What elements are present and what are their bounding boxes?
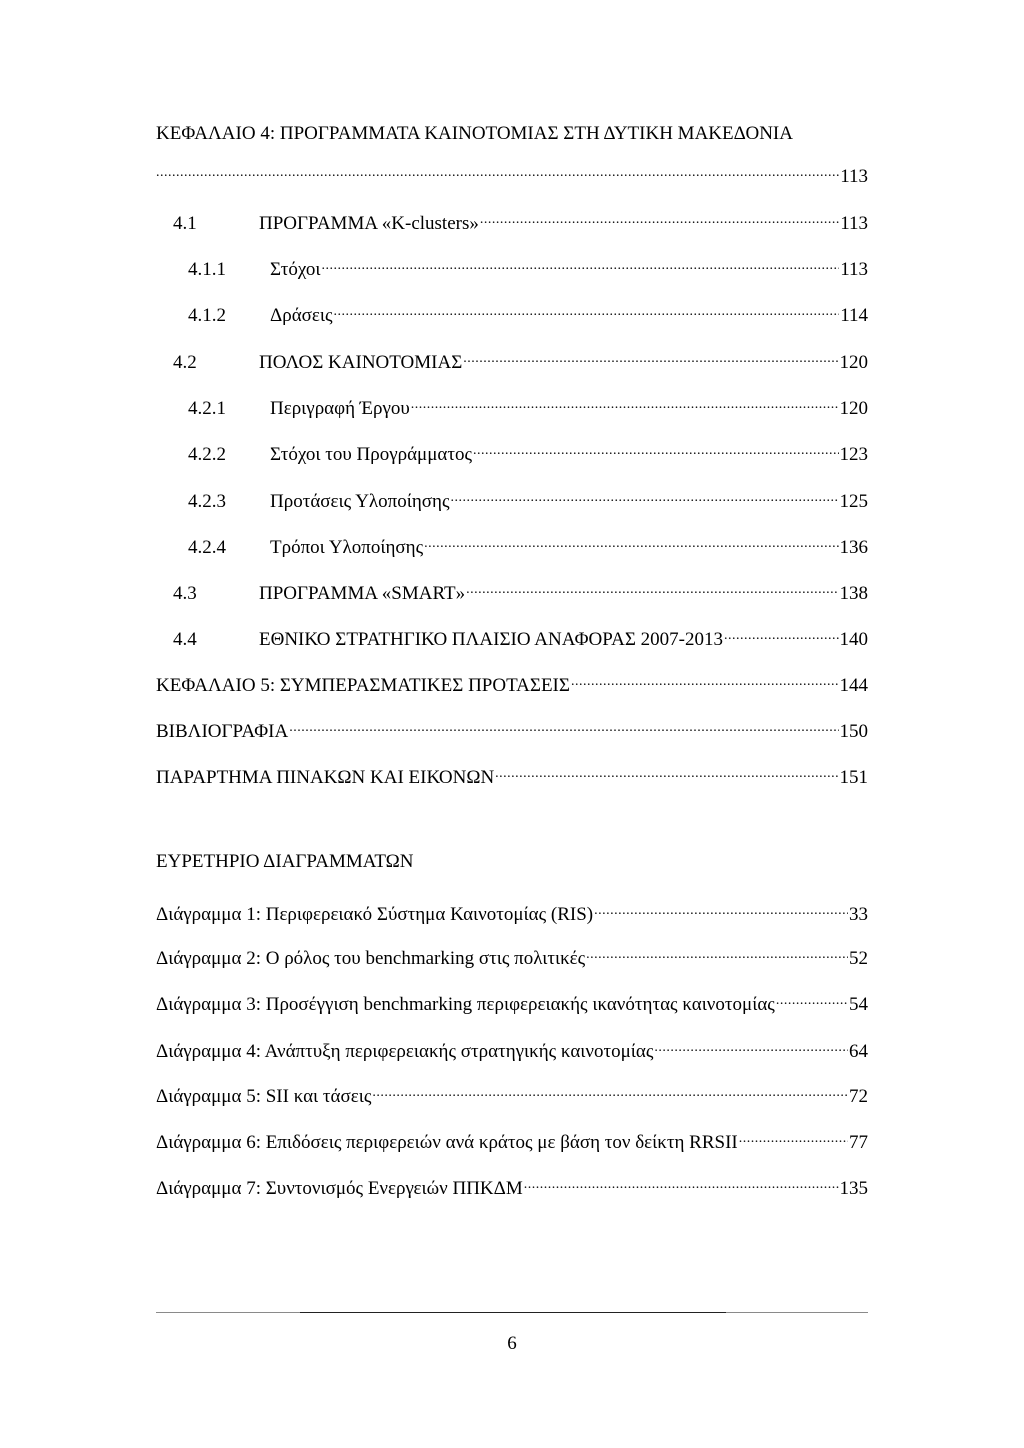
- toc-entry-number: 4.4: [173, 629, 197, 650]
- toc-entry-number: 4.2.4: [188, 537, 226, 558]
- toc-entry[interactable]: [188, 483, 868, 512]
- dot-leader: [424, 529, 838, 553]
- toc-entry-page: 138: [839, 583, 868, 604]
- toc-entry-number: 4.3: [173, 583, 197, 604]
- diagrams-index-title: ΕΥΡΕΤΗΡΙΟ ΔΙΑΓΡΑΜΜΑΤΩΝ: [156, 851, 414, 872]
- toc-entry-title: Περιγραφή Έργου: [270, 398, 410, 419]
- toc-entry[interactable]: [188, 251, 868, 280]
- toc-entry[interactable]: [173, 344, 868, 373]
- diagram-entry[interactable]: [156, 986, 868, 1015]
- footer-rule-accent: [300, 1312, 726, 1313]
- toc-entry-page: 113: [840, 259, 868, 280]
- toc-top-entry[interactable]: [156, 713, 868, 742]
- dot-leader: [480, 205, 839, 229]
- dot-leader: [463, 344, 838, 368]
- dot-leader: [473, 436, 838, 460]
- toc-entry[interactable]: [173, 621, 868, 650]
- toc-entry[interactable]: [188, 436, 868, 465]
- toc-entry-title: ΠΑΡΑΡΤΗΜΑ ΠΙΝΑΚΩΝ ΚΑΙ ΕΙΚΟΝΩΝ: [156, 767, 495, 788]
- dot-leader: [321, 251, 839, 275]
- toc-entry-number: 4.2.2: [188, 444, 226, 465]
- toc-top-entry[interactable]: [156, 667, 868, 696]
- dot-leader: [776, 986, 848, 1010]
- toc-entry[interactable]: [173, 575, 868, 604]
- toc-entry-title: Τρόποι Υλοποίησης: [270, 537, 424, 558]
- toc-entry-number: 4.2: [173, 352, 197, 373]
- toc-entry[interactable]: [188, 529, 868, 558]
- toc-entry-page: 120: [839, 398, 868, 419]
- diagram-entry-title: Διάγραμμα 5: SII και τάσεις: [156, 1086, 372, 1107]
- dot-leader: [450, 483, 838, 507]
- dot-leader: [289, 713, 838, 737]
- dot-leader: [372, 1078, 848, 1102]
- diagram-entry-page: 54: [849, 994, 868, 1015]
- dot-leader: [524, 1170, 839, 1194]
- diagram-entry-title: Διάγραμμα 7: Συντονισμός Ενεργειών ΠΠΚΔΜ: [156, 1178, 523, 1199]
- diagram-entry[interactable]: [156, 1170, 868, 1199]
- dot-leader: [495, 759, 838, 783]
- dot-leader: [334, 297, 840, 321]
- dot-leader: [724, 621, 839, 645]
- diagram-entry-page: 72: [849, 1086, 868, 1107]
- diagram-entry-page: 135: [839, 1178, 868, 1199]
- toc-entry[interactable]: [173, 205, 868, 234]
- dot-leader: [411, 390, 839, 414]
- diagram-entry-page: 52: [849, 948, 868, 969]
- toc-entry-number: 4.2.3: [188, 491, 226, 512]
- diagram-entry[interactable]: [156, 1078, 868, 1107]
- toc-entry-title: ΒΙΒΛΙΟΓΡΑΦΙΑ: [156, 721, 289, 742]
- toc-chapter4-leader: [156, 158, 868, 187]
- toc-entry-number: 4.1: [173, 213, 197, 234]
- diagram-entry-page: 33: [849, 904, 868, 925]
- toc-chapter4-page: 113: [840, 166, 868, 187]
- dot-leader: [466, 575, 838, 599]
- toc-entry-page: 150: [839, 721, 868, 742]
- toc-entry-title: ΠΡΟΓΡΑΜΜΑ «K-clusters»: [259, 213, 479, 234]
- diagram-entry-title: Διάγραμμα 4: Ανάπτυξη περιφερειακής στρατηγικής καινοτομίας: [156, 1041, 654, 1062]
- diagram-entry-title: Διάγραμμα 2: Ο ρόλος του benchmarking στις πολιτικές: [156, 948, 586, 969]
- toc-entry-title: Προτάσεις Υλοποίησης: [270, 491, 450, 512]
- toc-entry-page: 123: [839, 444, 868, 465]
- toc-entry-title: ΠΟΛΟΣ ΚΑΙΝΟΤΟΜΙΑΣ: [259, 352, 463, 373]
- dot-leader: [654, 1033, 848, 1057]
- diagram-entry[interactable]: [156, 896, 868, 925]
- toc-entry[interactable]: [188, 390, 868, 419]
- diagram-entry[interactable]: [156, 1033, 868, 1062]
- page-number: 6: [507, 1333, 517, 1354]
- dot-leader: [594, 896, 848, 920]
- toc-entry-page: 114: [840, 305, 868, 326]
- diagram-entry-title: Διάγραμμα 3: Προσέγγιση benchmarking περιφερειακής ικανότητας καινοτομίας: [156, 994, 775, 1015]
- toc-entry-title: ΕΘΝΙΚΟ ΣΤΡΑΤΗΓΙΚΟ ΠΛΑΙΣΙΟ ΑΝΑΦΟΡΑΣ 2007-2013: [259, 629, 723, 650]
- toc-chapter4-title: ΚΕΦΑΛΑΙΟ 4: ΠΡΟΓΡΑΜΜΑΤΑ ΚΑΙΝΟΤΟΜΙΑΣ ΣΤΗ ΔΥΤΙΚΗ ΜΑΚΕΔΟΝΙΑ: [156, 123, 793, 144]
- dot-leader: [739, 1124, 848, 1148]
- dot-leader: [156, 158, 839, 182]
- dot-leader: [586, 940, 848, 964]
- toc-entry-title: Στόχοι: [270, 259, 321, 280]
- toc-entry[interactable]: [188, 297, 868, 326]
- toc-entry-number: 4.1.2: [188, 305, 226, 326]
- toc-entry-number: 4.1.1: [188, 259, 226, 280]
- toc-top-entry[interactable]: [156, 759, 868, 788]
- dot-leader: [571, 667, 839, 691]
- toc-entry-number: 4.2.1: [188, 398, 226, 419]
- diagram-entry-page: 77: [849, 1132, 868, 1153]
- diagram-entry[interactable]: [156, 940, 868, 969]
- toc-entry-title: ΚΕΦΑΛΑΙΟ 5: ΣΥΜΠΕΡΑΣΜΑΤΙΚΕΣ ΠΡΟΤΑΣΕΙΣ: [156, 675, 570, 696]
- toc-entry-page: 151: [839, 767, 868, 788]
- toc-entry-title: ΠΡΟΓΡΑΜΜΑ «SMART»: [259, 583, 466, 604]
- diagram-entry-title: Διάγραμμα 1: Περιφερειακό Σύστημα Καινοτομίας (RIS): [156, 904, 594, 925]
- toc-entry-page: 120: [839, 352, 868, 373]
- toc-entry-page: 144: [839, 675, 868, 696]
- toc-entry-title: Δράσεις: [270, 305, 333, 326]
- diagram-entry[interactable]: [156, 1124, 868, 1153]
- toc-entry-page: 140: [839, 629, 868, 650]
- toc-entry-page: 125: [839, 491, 868, 512]
- diagram-entry-page: 64: [849, 1041, 868, 1062]
- diagram-entry-title: Διάγραμμα 6: Επιδόσεις περιφερειών ανά κράτος με βάση τον δείκτη RRSII: [156, 1132, 738, 1153]
- toc-entry-page: 113: [840, 213, 868, 234]
- toc-entry-page: 136: [839, 537, 868, 558]
- toc-entry-title: Στόχοι του Προγράμματος: [270, 444, 473, 465]
